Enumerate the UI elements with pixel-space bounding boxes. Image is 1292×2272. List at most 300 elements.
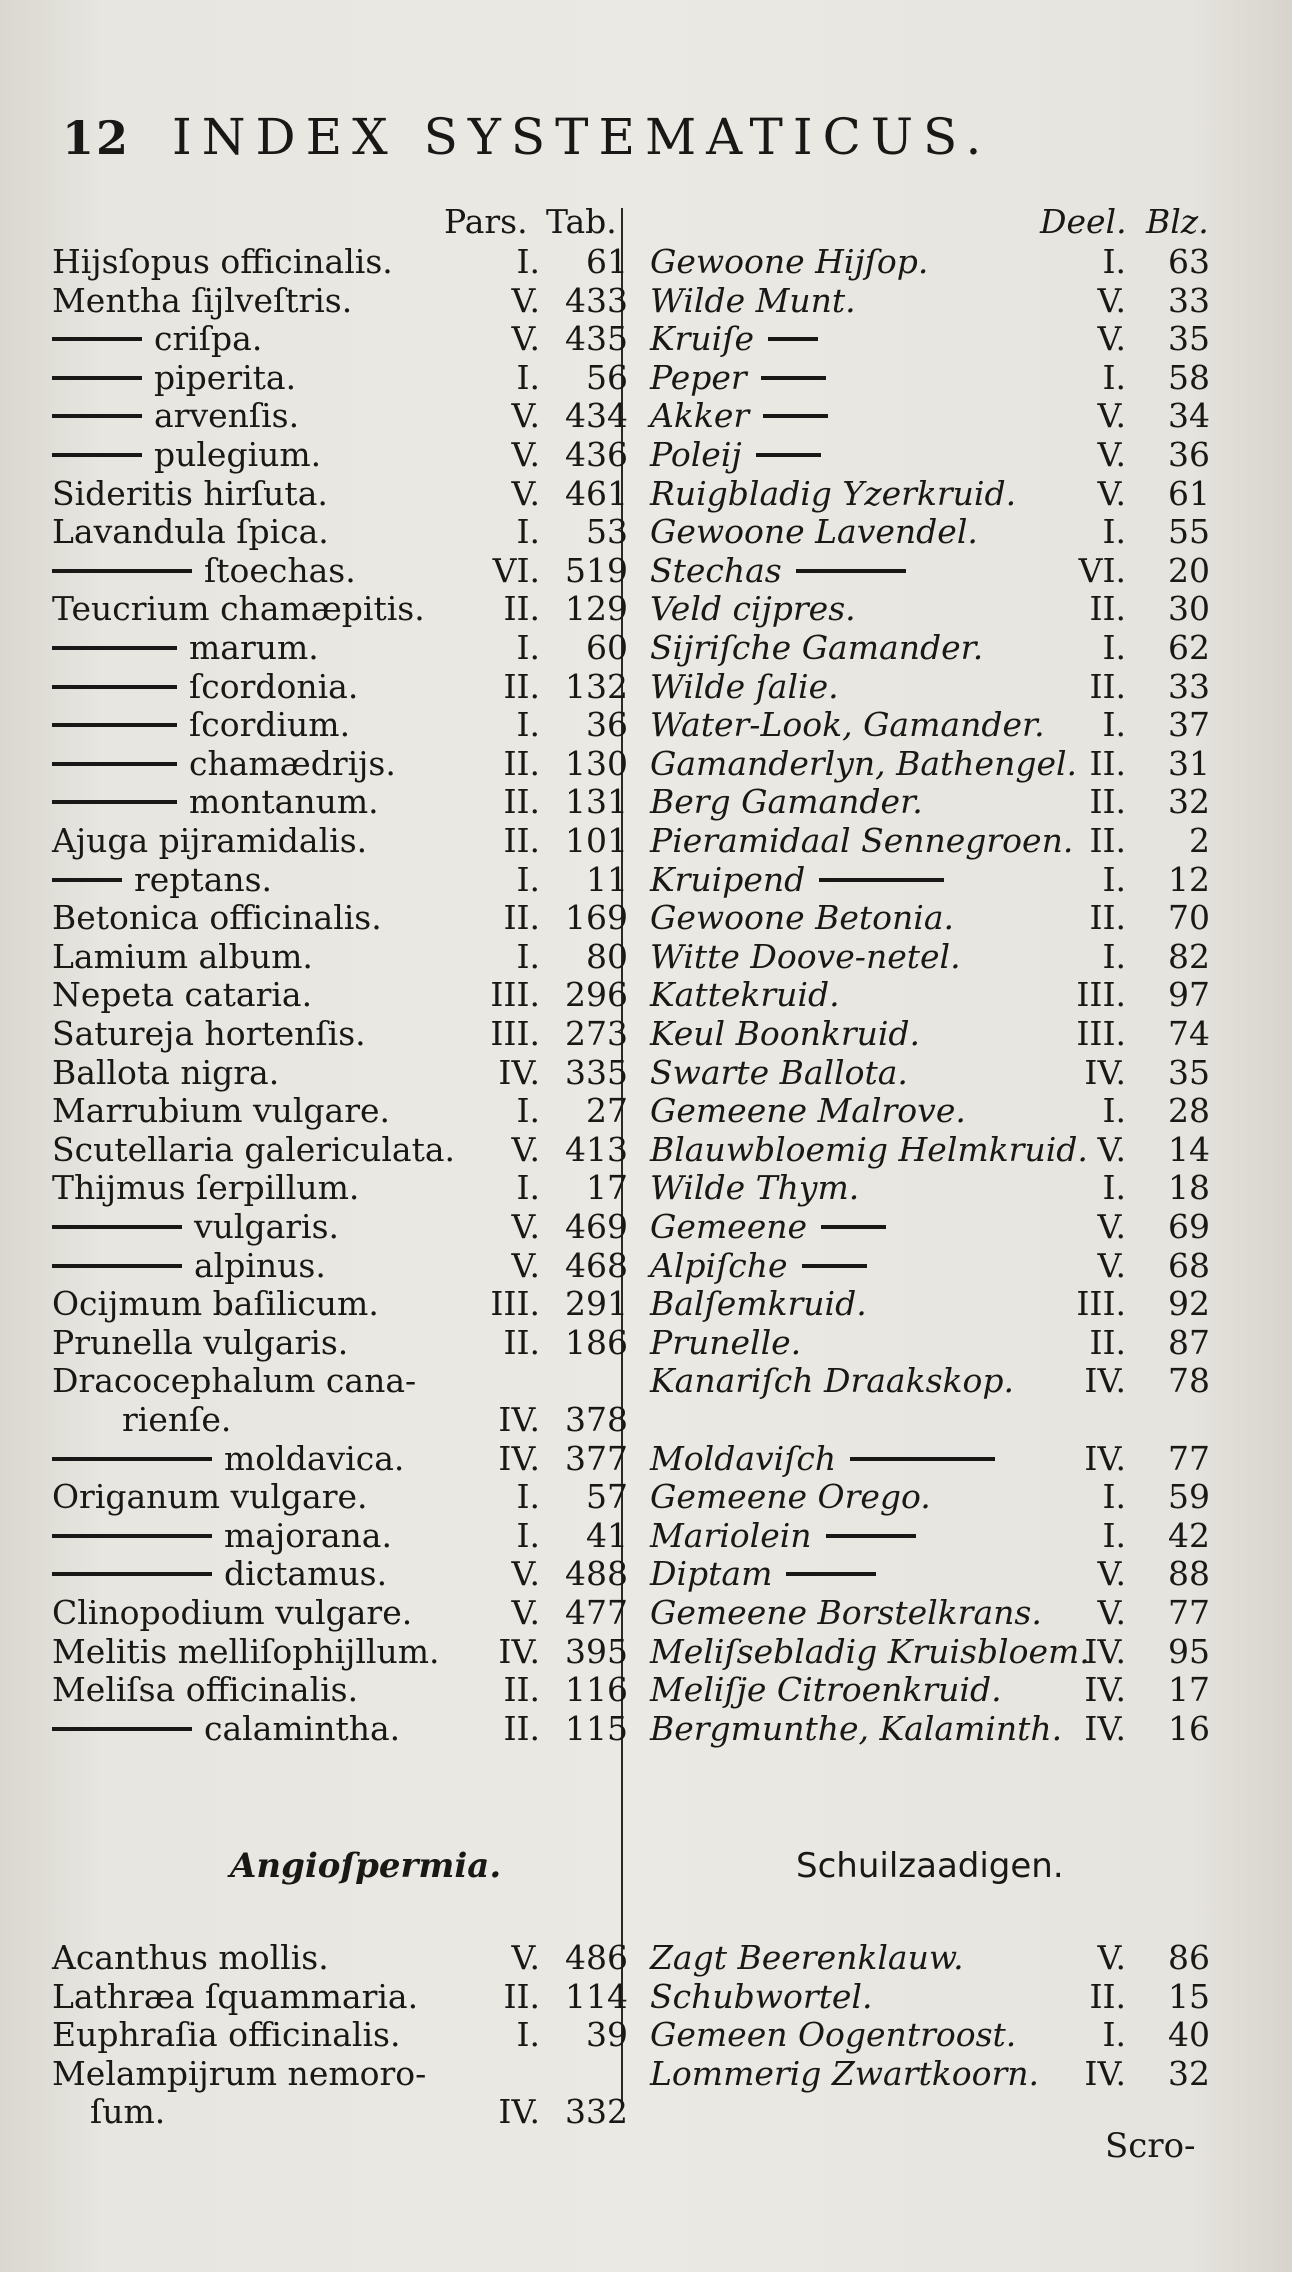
blz-number: 35: [1168, 1052, 1210, 1092]
dutch-text: Gemeene Malrove.: [650, 1091, 966, 1131]
index-row: [0, 821, 1292, 861]
pars-number: I.: [516, 357, 540, 397]
deel-number: II.: [1089, 1322, 1126, 1362]
blz-number: 68: [1168, 1245, 1210, 1285]
latin-text: Melitis melliſophijllum.: [52, 1631, 440, 1671]
index-row: [0, 1284, 1292, 1324]
blz-number: 32: [1168, 2053, 1210, 2093]
pars-number: I.: [516, 936, 540, 976]
col-head-blz: Blz.: [1146, 202, 1209, 241]
latin-text: Lavandula ſpica.: [52, 512, 329, 552]
pars-number: I.: [516, 705, 540, 745]
latin-name: [52, 358, 296, 398]
ditto-dash: [52, 1572, 212, 1576]
pars-number: II.: [503, 1322, 540, 1362]
tab-number: 395: [565, 1631, 628, 1671]
dutch-text: Ruigbladig Yzerkruid.: [650, 473, 1017, 513]
latin-name: [52, 589, 425, 629]
ditto-dash: [756, 453, 821, 457]
blz-number: 58: [1168, 357, 1210, 397]
blz-number: 20: [1168, 550, 1210, 590]
latin-name: [52, 1554, 387, 1594]
pars-number: V.: [511, 280, 540, 320]
index-row: [0, 1168, 1292, 1208]
pars-number: IV.: [498, 1631, 540, 1671]
latin-text: Teucrium chamæpitis.: [52, 589, 425, 629]
index-row: [0, 1554, 1292, 1594]
dutch-text: Moldaviſch: [650, 1438, 837, 1478]
blz-number: 86: [1168, 1938, 1210, 1977]
latin-text: Melampijrum nemoro-: [52, 2053, 427, 2093]
ditto-dash: [819, 878, 944, 882]
dutch-text: Sijriſche Gamander.: [650, 628, 984, 667]
blz-number: 15: [1168, 1976, 1210, 2016]
latin-name: [52, 1670, 358, 1710]
dutch-name: [650, 667, 839, 707]
pars-number: II.: [503, 1976, 540, 2016]
deel-number: III.: [1076, 1014, 1126, 1053]
tab-number: 332: [565, 2092, 628, 2132]
dutch-text: Akker: [650, 396, 750, 436]
latin-text: vulgaris.: [194, 1207, 340, 1246]
tab-number: 60: [586, 628, 628, 667]
index-row: [0, 705, 1292, 745]
dutch-text: Wilde ſalie.: [650, 666, 839, 706]
index-row: [0, 628, 1292, 668]
deel-number: V.: [1097, 1245, 1126, 1285]
dutch-name: [650, 1130, 1088, 1170]
dutch-text: Gewoone Betonia.: [650, 898, 955, 938]
dutch-name: [650, 1207, 886, 1247]
blz-number: 87: [1168, 1322, 1210, 1362]
latin-name: [52, 1053, 279, 1093]
latin-text: Origanum vulgare.: [52, 1477, 368, 1517]
dutch-text: Schubwortel.: [650, 1976, 873, 2016]
dutch-text: Gamanderlyn, Bathengel.: [650, 743, 1078, 783]
deel-number: II.: [1089, 898, 1126, 938]
pars-number: V.: [511, 473, 540, 513]
pars-number: I.: [516, 242, 540, 281]
ditto-dash: [52, 800, 177, 804]
pars-number: I.: [516, 859, 540, 899]
deel-number: I.: [1102, 1515, 1126, 1555]
index-row: [0, 435, 1292, 475]
latin-name: [52, 512, 329, 552]
pars-number: IV.: [498, 1438, 540, 1478]
tab-number: 519: [565, 550, 628, 590]
deel-number: II.: [1089, 821, 1126, 860]
index-row: [0, 1977, 1292, 2017]
deel-number: I.: [1102, 242, 1126, 281]
dutch-text: Poleij: [650, 435, 742, 474]
pars-number: V.: [511, 1554, 540, 1594]
tab-number: 186: [565, 1322, 628, 1362]
index-row: [0, 1709, 1292, 1749]
index-row: [0, 1130, 1292, 1170]
pars-number: III.: [490, 1284, 540, 1324]
blz-number: 2: [1189, 821, 1210, 860]
dutch-name: [650, 1632, 1090, 1672]
latin-text: ſum.: [90, 2092, 166, 2132]
blz-number: 92: [1168, 1284, 1210, 1324]
latin-text: Lamium album.: [52, 936, 313, 976]
latin-name: [90, 2092, 165, 2132]
ditto-dash: [52, 569, 192, 573]
index-row: [0, 1053, 1292, 1093]
index-row: [0, 1632, 1292, 1672]
tab-number: 129: [565, 589, 628, 629]
dutch-name: [650, 358, 826, 398]
tab-number: 80: [586, 936, 628, 976]
deel-number: II.: [1089, 589, 1126, 629]
index-row: [0, 2054, 1292, 2094]
dutch-name: [650, 860, 944, 900]
ditto-dash: [763, 414, 828, 418]
dutch-text: Prunelle.: [650, 1322, 802, 1362]
deel-number: IV.: [1084, 1361, 1126, 1401]
dutch-text: Pieramidaal Sennegroen.: [650, 821, 1074, 860]
dutch-name: [650, 898, 954, 938]
latin-name: [52, 1632, 440, 1672]
blz-number: 17: [1168, 1670, 1210, 1710]
latin-name: [52, 242, 393, 282]
blz-number: 78: [1168, 1361, 1210, 1401]
dutch-name: [650, 1554, 876, 1594]
tab-number: 27: [586, 1091, 628, 1131]
latin-text: Hijsſopus officinalis.: [52, 242, 393, 281]
latin-text: ſcordonia.: [189, 666, 359, 706]
tab-number: 39: [586, 2015, 628, 2055]
tab-number: 477: [565, 1593, 628, 1632]
tab-number: 291: [565, 1284, 628, 1324]
latin-text: Nepeta cataria.: [52, 975, 313, 1015]
deel-number: V.: [1097, 319, 1126, 359]
dutch-name: [650, 1938, 964, 1978]
blz-number: 42: [1168, 1515, 1210, 1555]
pars-number: V.: [511, 435, 540, 474]
dutch-text: Gemeene: [650, 1207, 808, 1246]
dutch-name: [650, 1516, 916, 1556]
pars-number: II.: [503, 1670, 540, 1710]
ditto-dash: [802, 1264, 867, 1268]
dutch-name: [650, 1014, 920, 1054]
dutch-name: [650, 1284, 867, 1324]
latin-text: Euphraſia officinalis.: [52, 2015, 401, 2055]
dutch-text: Gewoone Hijſop.: [650, 242, 929, 281]
index-row: [0, 1593, 1292, 1633]
tab-number: 116: [565, 1670, 628, 1710]
deel-number: V.: [1097, 473, 1126, 513]
deel-number: I.: [1102, 1091, 1126, 1131]
ditto-dash: [52, 376, 142, 380]
latin-text: rienſe.: [122, 1400, 232, 1439]
dutch-text: Swarte Ballota.: [650, 1052, 908, 1092]
dutch-name: [650, 937, 961, 977]
latin-text: Scutellaria galericulata.: [52, 1129, 456, 1169]
deel-number: III.: [1076, 1284, 1126, 1324]
dutch-name: [650, 512, 978, 552]
index-row: [0, 782, 1292, 822]
ditto-dash: [768, 337, 818, 341]
blz-number: 88: [1168, 1554, 1210, 1594]
deel-number: I.: [1102, 628, 1126, 667]
dutch-text: Blauwbloemig Helmkruid.: [650, 1129, 1088, 1169]
blz-number: 97: [1168, 975, 1210, 1015]
blz-number: 82: [1168, 936, 1210, 976]
pars-number: I.: [516, 1477, 540, 1517]
blz-number: 33: [1168, 280, 1210, 320]
index-row: [0, 2092, 1292, 2132]
tab-number: 57: [586, 1477, 628, 1517]
dutch-text: Wilde Thym.: [650, 1168, 860, 1208]
blz-number: 32: [1168, 782, 1210, 822]
blz-number: 77: [1168, 1593, 1210, 1632]
deel-number: I.: [1102, 357, 1126, 397]
latin-text: pulegium.: [154, 435, 322, 474]
page-number: 12: [62, 111, 131, 165]
pars-number: II.: [503, 898, 540, 938]
latin-name: [52, 1709, 400, 1749]
latin-text: ſtoechas.: [204, 550, 356, 590]
latin-text: dictamus.: [224, 1554, 388, 1594]
dutch-text: Stechas: [650, 550, 782, 590]
ditto-dash: [52, 685, 177, 689]
pars-number: V.: [511, 1129, 540, 1169]
latin-text: Ocijmum baſilicum.: [52, 1284, 379, 1324]
tab-number: 131: [565, 782, 628, 822]
tab-number: 335: [565, 1052, 628, 1092]
pars-number: I.: [516, 2015, 540, 2055]
pars-number: I.: [516, 628, 540, 667]
dutch-text: Lommerig Zwartkoorn.: [650, 2053, 1039, 2093]
dutch-name: [650, 242, 928, 282]
dutch-text: Kanariſch Draakskop.: [650, 1361, 1015, 1401]
pars-number: II.: [503, 821, 540, 860]
deel-number: II.: [1089, 782, 1126, 822]
latin-name: [52, 1207, 339, 1247]
dutch-name: [650, 551, 906, 591]
pars-number: IV.: [498, 2092, 540, 2132]
latin-name: [52, 705, 350, 745]
dutch-text: Water-Look, Gamander.: [650, 705, 1045, 745]
dutch-name: [650, 744, 1077, 784]
ditto-dash: [52, 337, 142, 341]
tab-number: 36: [586, 705, 628, 745]
tab-number: 17: [586, 1168, 628, 1208]
deel-number: I.: [1102, 512, 1126, 552]
tab-number: 53: [586, 512, 628, 552]
dutch-name: [650, 1246, 867, 1286]
tab-number: 461: [565, 473, 628, 513]
dutch-text: Zagt Beerenklauw.: [650, 1938, 964, 1977]
dutch-name: [650, 435, 821, 475]
pars-number: III.: [490, 1014, 540, 1053]
blz-number: 70: [1168, 898, 1210, 938]
dutch-name: [650, 975, 840, 1015]
deel-number: I.: [1102, 705, 1126, 745]
section-title-latin: Angioſpermia.: [230, 1846, 502, 1886]
dutch-name: [650, 1593, 1042, 1633]
blz-number: 35: [1168, 319, 1210, 359]
dutch-text: Gemeen Oogentroost.: [650, 2015, 1017, 2055]
pars-number: V.: [511, 319, 540, 359]
dutch-name: [650, 1670, 1002, 1710]
index-row: [0, 937, 1292, 977]
latin-text: Acanthus mollis.: [52, 1938, 329, 1977]
latin-name: [52, 396, 299, 436]
blz-number: 34: [1168, 396, 1210, 436]
index-row: [0, 1938, 1292, 1978]
deel-number: III.: [1076, 975, 1126, 1015]
page-header: [62, 108, 991, 166]
index-row: [0, 281, 1292, 321]
index-row: [0, 1439, 1292, 1479]
deel-number: II.: [1089, 666, 1126, 706]
tab-number: 436: [565, 435, 628, 474]
ditto-dash: [786, 1572, 876, 1576]
blz-number: 37: [1168, 705, 1210, 745]
latin-text: ſcordium.: [189, 705, 351, 745]
dutch-name: [650, 1168, 859, 1208]
deel-number: V.: [1097, 1554, 1126, 1594]
pars-number: II.: [503, 666, 540, 706]
section-title-dutch: Schuilzaadigen.: [796, 1846, 1064, 1886]
blz-number: 95: [1168, 1631, 1210, 1671]
deel-number: IV.: [1084, 1670, 1126, 1710]
deel-number: VI.: [1078, 550, 1126, 590]
latin-name: [52, 821, 367, 861]
latin-text: Meliſsa officinalis.: [52, 1670, 359, 1710]
ditto-dash: [52, 646, 177, 650]
blz-number: 40: [1168, 2015, 1210, 2055]
ditto-dash: [52, 1457, 212, 1461]
deel-number: I.: [1102, 2015, 1126, 2055]
dutch-text: Meliſje Citroenkruid.: [650, 1670, 1002, 1710]
pars-number: VI.: [492, 550, 540, 590]
ditto-dash: [52, 453, 142, 457]
tab-number: 56: [586, 357, 628, 397]
ditto-dash: [52, 1264, 182, 1268]
tab-number: 130: [565, 743, 628, 783]
deel-number: V.: [1097, 435, 1126, 474]
index-row: [0, 667, 1292, 707]
tab-number: 11: [586, 859, 628, 899]
latin-text: piperita.: [154, 357, 297, 397]
latin-text: Lathræa ſquammaria.: [52, 1976, 419, 2016]
tab-number: 115: [565, 1708, 628, 1748]
latin-name: [52, 281, 352, 321]
latin-text: Betonica officinalis.: [52, 898, 382, 938]
index-row: [0, 860, 1292, 900]
dutch-text: Bergmunthe, Kalaminth.: [650, 1708, 1063, 1748]
pars-number: II.: [503, 782, 540, 822]
blz-number: 59: [1168, 1477, 1210, 1517]
latin-name: [52, 1938, 329, 1978]
index-row: [0, 512, 1292, 552]
index-row: [0, 1207, 1292, 1247]
latin-text: Thijmus ſerpillum.: [52, 1168, 360, 1208]
col-head-pars: Pars.: [444, 202, 528, 241]
latin-text: alpinus.: [194, 1245, 326, 1285]
deel-number: IV.: [1084, 1438, 1126, 1478]
dutch-name: [650, 705, 1045, 745]
blz-number: 16: [1168, 1708, 1210, 1748]
tab-number: 434: [565, 396, 628, 436]
tab-number: 41: [586, 1515, 628, 1555]
tab-number: 169: [565, 898, 628, 938]
latin-text: Mentha ſijlveſtris.: [52, 280, 353, 320]
pars-number: V.: [511, 1245, 540, 1285]
index-row: [0, 898, 1292, 938]
deel-number: IV.: [1084, 1708, 1126, 1748]
dutch-text: Mariolein: [650, 1515, 812, 1555]
dutch-name: [650, 1709, 1062, 1749]
dutch-text: Gewoone Lavendel.: [650, 512, 978, 552]
dutch-name: [650, 1053, 908, 1093]
dutch-text: Kruiſe: [650, 319, 754, 359]
dutch-name: [650, 589, 856, 629]
tab-number: 114: [565, 1976, 628, 2016]
dutch-text: Veld cijpres.: [650, 589, 856, 629]
tab-number: 413: [565, 1129, 628, 1169]
latin-name: [52, 937, 313, 977]
deel-number: V.: [1097, 1593, 1126, 1632]
latin-name: [52, 782, 379, 822]
tab-number: 61: [586, 242, 628, 281]
latin-text: arvenſis.: [154, 396, 300, 436]
pars-number: IV.: [498, 1400, 540, 1439]
index-row: [0, 1477, 1292, 1517]
latin-name: [52, 667, 358, 707]
blz-number: 14: [1168, 1129, 1210, 1169]
ditto-dash: [761, 376, 826, 380]
blz-number: 69: [1168, 1207, 1210, 1246]
latin-name: [52, 1593, 412, 1633]
dutch-name: [650, 628, 983, 668]
col-head-tab: Tab.: [546, 202, 617, 241]
index-row: [0, 319, 1292, 359]
latin-name: [52, 2054, 426, 2094]
tab-number: 273: [565, 1014, 628, 1053]
pars-number: II.: [503, 589, 540, 629]
blz-number: 28: [1168, 1091, 1210, 1131]
latin-name: [52, 1014, 366, 1054]
index-row: [0, 744, 1292, 784]
index-row: [0, 1516, 1292, 1556]
index-row: [0, 1014, 1292, 1054]
deel-number: V.: [1097, 396, 1126, 436]
index-row: [0, 2015, 1292, 2055]
latin-text: Satureja hortenſis.: [52, 1014, 366, 1053]
pars-number: V.: [511, 396, 540, 436]
latin-text: marum.: [189, 628, 319, 667]
latin-name: [52, 1477, 368, 1517]
deel-number: IV.: [1084, 1631, 1126, 1671]
tab-number: 378: [565, 1400, 628, 1439]
blz-number: 30: [1168, 589, 1210, 629]
dutch-text: Gemeene Orego.: [650, 1477, 931, 1517]
index-row: [0, 551, 1292, 591]
latin-name: [52, 1439, 404, 1479]
blz-number: 74: [1168, 1014, 1210, 1053]
dutch-text: Diptam: [650, 1554, 773, 1594]
index-row: [0, 1670, 1292, 1710]
pars-number: I.: [516, 1091, 540, 1131]
dutch-text: Keul Boonkruid.: [650, 1014, 921, 1053]
tab-number: 377: [565, 1438, 628, 1478]
latin-name: [52, 1323, 348, 1363]
tab-number: 469: [565, 1207, 628, 1246]
